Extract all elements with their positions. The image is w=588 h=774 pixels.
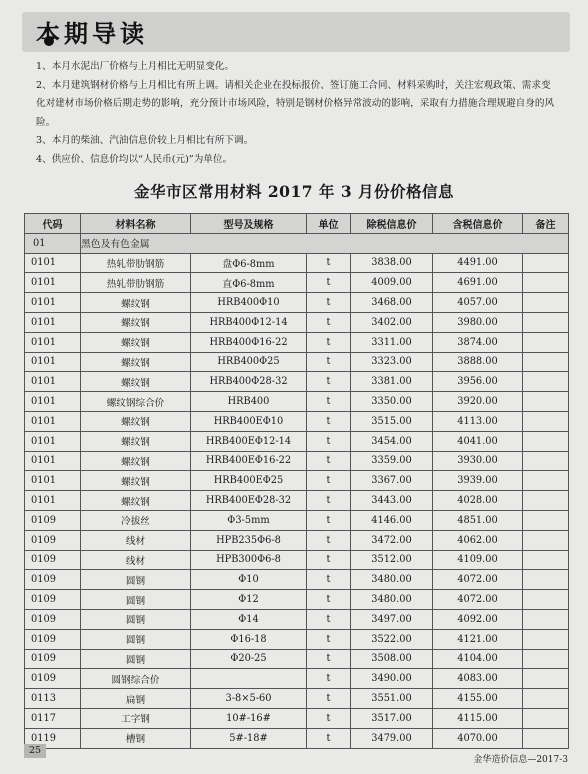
row-pre-tax-price: 3443.00 (351, 491, 433, 511)
row-pre-tax-price: 3522.00 (351, 629, 433, 649)
row-remark (523, 332, 569, 352)
row-name: 螺纹钢 (81, 332, 191, 352)
row-code: 0109 (25, 550, 81, 570)
row-tax-price: 3930.00 (433, 451, 523, 471)
row-name: 圆钢 (81, 649, 191, 669)
table-row (25, 392, 569, 412)
row-unit: t (307, 510, 351, 530)
table-row (25, 491, 569, 511)
row-pre-tax-price: 3480.00 (351, 570, 433, 590)
row-spec: HRB400 (191, 392, 307, 412)
row-spec: HPB235Φ6-8 (191, 530, 307, 550)
row-spec: HRB400EΦ16-22 (191, 451, 307, 471)
row-name: 圆钢 (81, 570, 191, 590)
row-tax-price: 4070.00 (433, 728, 523, 748)
row-spec: 直Φ6-8mm (191, 273, 307, 293)
row-unit: t (307, 728, 351, 748)
row-spec: HRB400EΦ12-14 (191, 431, 307, 451)
table-row (25, 372, 569, 392)
row-tax-price: 3956.00 (433, 372, 523, 392)
table-row (25, 689, 569, 709)
header-unit: 单位 (307, 214, 351, 234)
row-pre-tax-price: 3454.00 (351, 431, 433, 451)
table-row (25, 649, 569, 669)
row-tax-price: 4851.00 (433, 510, 523, 530)
row-remark (523, 530, 569, 550)
note-item: 1、本月水泥出厂价格与上月相比无明显变化。 (36, 61, 234, 72)
row-tax-price: 4092.00 (433, 609, 523, 629)
category-code: 01 (25, 233, 81, 253)
row-tax-price: 3920.00 (433, 392, 523, 412)
row-unit: t (307, 293, 351, 313)
row-unit: t (307, 273, 351, 293)
row-name: 螺纹钢 (81, 431, 191, 451)
header-name: 材料名称 (81, 214, 191, 234)
row-unit: t (307, 431, 351, 451)
row-unit: t (307, 253, 351, 273)
row-spec: HRB400Φ10 (191, 293, 307, 313)
row-code: 0109 (25, 649, 81, 669)
header-remark: 备注 (523, 214, 569, 234)
row-pre-tax-price: 3517.00 (351, 708, 433, 728)
row-spec: Φ20-25 (191, 649, 307, 669)
row-tax-price: 4072.00 (433, 570, 523, 590)
table-row (25, 293, 569, 313)
row-pre-tax-price: 3472.00 (351, 530, 433, 550)
row-code: 0101 (25, 372, 81, 392)
row-code: 0109 (25, 590, 81, 610)
row-remark (523, 293, 569, 313)
row-code: 0109 (25, 510, 81, 530)
header-spec: 型号及规格 (191, 214, 307, 234)
row-remark (523, 451, 569, 471)
table-row (25, 411, 569, 431)
row-remark (523, 253, 569, 273)
row-name: 螺纹钢 (81, 372, 191, 392)
row-pre-tax-price: 3490.00 (351, 669, 433, 689)
row-name: 冷拔丝 (81, 510, 191, 530)
row-code: 0109 (25, 629, 81, 649)
row-pre-tax-price: 3480.00 (351, 590, 433, 610)
row-spec: HRB400Φ12-14 (191, 312, 307, 332)
row-name: 热轧带肋钢筋 (81, 273, 191, 293)
row-remark (523, 352, 569, 372)
table-row (25, 629, 569, 649)
row-spec: 3-8×5-60 (191, 689, 307, 709)
row-remark (523, 411, 569, 431)
table-row (25, 352, 569, 372)
row-tax-price: 4691.00 (433, 273, 523, 293)
row-spec: 5#-18# (191, 728, 307, 748)
table-header-row (25, 214, 569, 234)
row-tax-price: 4083.00 (433, 669, 523, 689)
row-tax-price: 4491.00 (433, 253, 523, 273)
row-unit: t (307, 372, 351, 392)
row-tax-price: 4041.00 (433, 431, 523, 451)
table-row (25, 570, 569, 590)
row-remark (523, 431, 569, 451)
row-pre-tax-price: 3515.00 (351, 411, 433, 431)
row-pre-tax-price: 3359.00 (351, 451, 433, 471)
row-name: 圆钢 (81, 609, 191, 629)
row-name: 圆钢 (81, 590, 191, 610)
row-name: 扁钢 (81, 689, 191, 709)
price-table (24, 213, 569, 749)
row-name: 螺纹钢综合价 (81, 392, 191, 412)
row-pre-tax-price: 3508.00 (351, 649, 433, 669)
row-unit: t (307, 352, 351, 372)
table-row (25, 253, 569, 273)
row-pre-tax-price: 3479.00 (351, 728, 433, 748)
row-code: 0101 (25, 431, 81, 451)
row-spec: HRB400EΦ10 (191, 411, 307, 431)
row-code: 0101 (25, 312, 81, 332)
row-name: 槽钢 (81, 728, 191, 748)
row-name: 螺纹钢 (81, 312, 191, 332)
row-tax-price: 4057.00 (433, 293, 523, 313)
row-name: 圆钢 (81, 629, 191, 649)
row-remark (523, 728, 569, 748)
row-unit: t (307, 392, 351, 412)
row-spec: 盘Φ6-8mm (191, 253, 307, 273)
row-tax-price: 3874.00 (433, 332, 523, 352)
row-unit: t (307, 689, 351, 709)
row-remark (523, 590, 569, 610)
table-row (25, 332, 569, 352)
category-row (25, 233, 569, 253)
table-row (25, 510, 569, 530)
table-title: 金华市区常用材料 2017 年 3 月份价格信息 (133, 182, 454, 201)
footer-label: 金华造价信息—2017-3 (473, 755, 568, 765)
row-spec: Φ12 (191, 590, 307, 610)
row-code: 0109 (25, 669, 81, 689)
table-row (25, 669, 569, 689)
row-unit: t (307, 649, 351, 669)
row-name: 螺纹钢 (81, 352, 191, 372)
row-unit: t (307, 451, 351, 471)
row-remark (523, 510, 569, 530)
row-code: 0101 (25, 471, 81, 491)
row-code: 0101 (25, 293, 81, 313)
row-code: 0101 (25, 411, 81, 431)
row-name: 圆钢综合价 (81, 669, 191, 689)
row-spec (191, 669, 307, 689)
row-code: 0109 (25, 530, 81, 550)
page-number: 25 (24, 744, 46, 758)
row-tax-price: 3888.00 (433, 352, 523, 372)
row-unit: t (307, 471, 351, 491)
row-name: 线材 (81, 550, 191, 570)
note-item: 4、供应价、信息价均以“人民币(元)”为单位。 (36, 153, 233, 165)
row-code: 0101 (25, 451, 81, 471)
row-spec: HRB400EΦ25 (191, 471, 307, 491)
table-row (25, 708, 569, 728)
table-row (25, 431, 569, 451)
row-code: 0113 (25, 689, 81, 709)
row-remark (523, 649, 569, 669)
guide-notes (36, 58, 556, 169)
row-tax-price: 4062.00 (433, 530, 523, 550)
row-unit: t (307, 411, 351, 431)
row-name: 螺纹钢 (81, 491, 191, 511)
row-spec: Φ16-18 (191, 629, 307, 649)
header-tax-price: 含税信息价 (433, 214, 523, 234)
row-unit: t (307, 708, 351, 728)
row-tax-price: 4104.00 (433, 649, 523, 669)
table-row (25, 273, 569, 293)
table-row (25, 530, 569, 550)
row-pre-tax-price: 3350.00 (351, 392, 433, 412)
header-code: 代码 (25, 214, 81, 234)
row-tax-price: 4115.00 (433, 708, 523, 728)
table-row (25, 471, 569, 491)
table-row (25, 550, 569, 570)
row-name: 热轧带肋钢筋 (81, 253, 191, 273)
row-remark (523, 273, 569, 293)
row-spec: Φ3-5mm (191, 510, 307, 530)
row-remark (523, 708, 569, 728)
row-code: 0119 (25, 728, 81, 748)
row-tax-price: 4072.00 (433, 590, 523, 610)
row-name: 线材 (81, 530, 191, 550)
row-unit: t (307, 669, 351, 689)
row-unit: t (307, 590, 351, 610)
row-code: 0117 (25, 708, 81, 728)
row-spec: Φ10 (191, 570, 307, 590)
row-unit: t (307, 332, 351, 352)
table-row (25, 590, 569, 610)
row-remark (523, 392, 569, 412)
category-name: 黑色及有色金属 (81, 233, 569, 253)
row-remark (523, 372, 569, 392)
row-code: 0101 (25, 352, 81, 372)
row-pre-tax-price: 3838.00 (351, 253, 433, 273)
row-tax-price: 4155.00 (433, 689, 523, 709)
row-pre-tax-price: 3367.00 (351, 471, 433, 491)
row-code: 0101 (25, 253, 81, 273)
row-tax-price: 4121.00 (433, 629, 523, 649)
table-row (25, 609, 569, 629)
row-tax-price: 4028.00 (433, 491, 523, 511)
row-code: 0109 (25, 570, 81, 590)
row-pre-tax-price: 3512.00 (351, 550, 433, 570)
row-pre-tax-price: 3402.00 (351, 312, 433, 332)
row-remark (523, 471, 569, 491)
row-name: 螺纹钢 (81, 293, 191, 313)
row-spec: Φ14 (191, 609, 307, 629)
row-pre-tax-price: 4009.00 (351, 273, 433, 293)
row-code: 0109 (25, 609, 81, 629)
row-name: 工字钢 (81, 708, 191, 728)
row-code: 0101 (25, 273, 81, 293)
row-name: 螺纹钢 (81, 411, 191, 431)
row-spec: HRB400Φ16-22 (191, 332, 307, 352)
row-tax-price: 4109.00 (433, 550, 523, 570)
row-remark (523, 570, 569, 590)
row-unit: t (307, 570, 351, 590)
table-row (25, 728, 569, 748)
row-unit: t (307, 312, 351, 332)
row-pre-tax-price: 3381.00 (351, 372, 433, 392)
row-pre-tax-price: 3311.00 (351, 332, 433, 352)
row-code: 0101 (25, 332, 81, 352)
row-tax-price: 3980.00 (433, 312, 523, 332)
row-pre-tax-price: 3551.00 (351, 689, 433, 709)
row-code: 0101 (25, 392, 81, 412)
note-item: 3、本月的柴油、汽油信息价较上月相比有所下调。 (36, 135, 254, 146)
row-unit: t (307, 550, 351, 570)
row-tax-price: 4113.00 (433, 411, 523, 431)
row-spec: HRB400Φ25 (191, 352, 307, 372)
row-remark (523, 312, 569, 332)
row-unit: t (307, 609, 351, 629)
table-row (25, 312, 569, 332)
row-remark (523, 669, 569, 689)
row-pre-tax-price: 3497.00 (351, 609, 433, 629)
row-spec: HRB400Φ28-32 (191, 372, 307, 392)
row-unit: t (307, 530, 351, 550)
header-pre-tax-price: 除税信息价 (351, 214, 433, 234)
row-spec: HPB300Φ6-8 (191, 550, 307, 570)
row-code: 0101 (25, 491, 81, 511)
row-remark (523, 491, 569, 511)
row-unit: t (307, 491, 351, 511)
row-unit: t (307, 629, 351, 649)
guide-title: 本期导读 (36, 20, 148, 48)
row-pre-tax-price: 3468.00 (351, 293, 433, 313)
row-pre-tax-price: 4146.00 (351, 510, 433, 530)
row-remark (523, 609, 569, 629)
row-spec: HRB400EΦ28-32 (191, 491, 307, 511)
row-remark (523, 629, 569, 649)
row-name: 螺纹钢 (81, 471, 191, 491)
note-item: 2、本月建筑钢材价格与上月相比有所上调。请相关企业在投标报价、签订施工合同、材料采购时，关注宏观政策、需求变化对建材市场价格后期走势的影响，充分预计市场风险，特别是钢材价格异常波动的影响，采取有力措施合理规避自身的风险。 (36, 79, 555, 128)
row-tax-price: 3939.00 (433, 471, 523, 491)
table-row (25, 451, 569, 471)
row-pre-tax-price: 3323.00 (351, 352, 433, 372)
row-spec: 10#-16# (191, 708, 307, 728)
row-remark (523, 550, 569, 570)
row-remark (523, 689, 569, 709)
row-name: 螺纹钢 (81, 451, 191, 471)
